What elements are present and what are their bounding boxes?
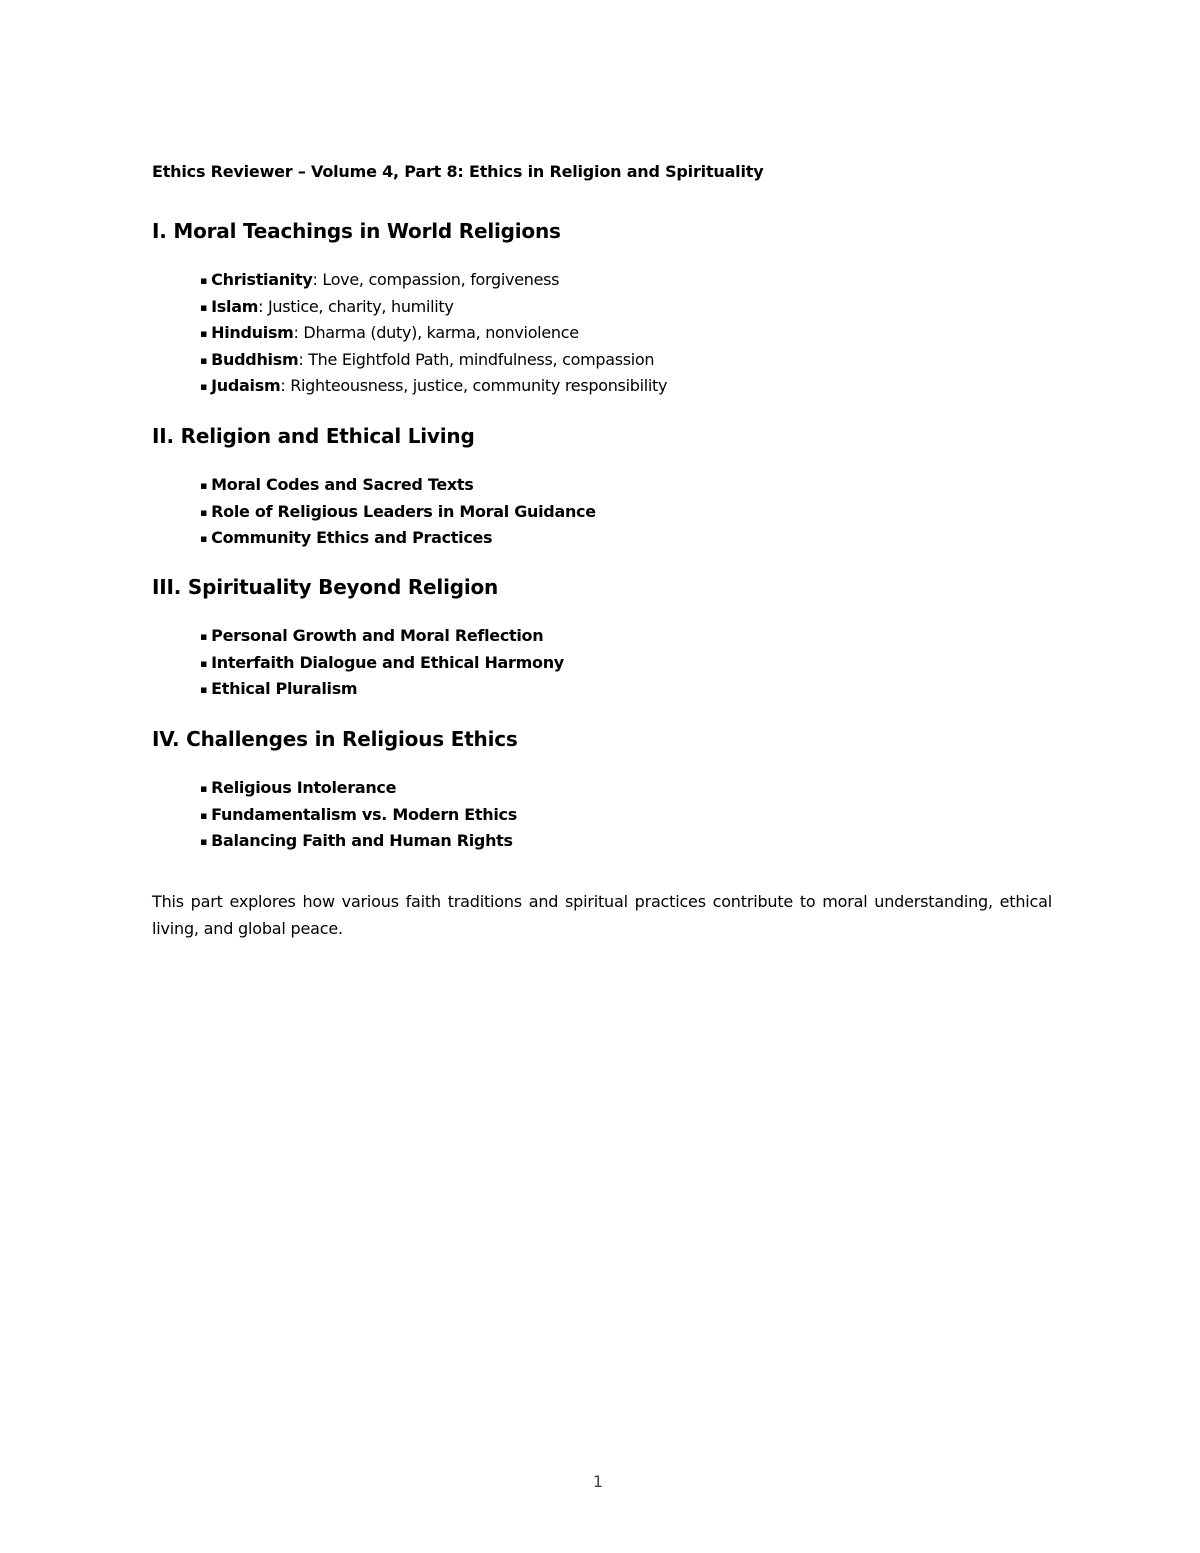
bullet-term: Judaism bbox=[211, 376, 281, 395]
bullet-description: : Dharma (duty), karma, nonviolence bbox=[293, 323, 579, 342]
square-bullet-icon: ▪ bbox=[200, 835, 208, 848]
list-item bbox=[200, 267, 667, 294]
square-bullet-icon: ▪ bbox=[200, 532, 208, 545]
bullet-list-world-religions bbox=[200, 267, 667, 400]
list-item bbox=[200, 499, 596, 526]
bullet-term: Buddhism bbox=[211, 349, 299, 369]
bullet-text: Religious Intolerance bbox=[211, 778, 397, 797]
list-item bbox=[200, 828, 517, 855]
bullet-text: Moral Codes and Sacred Texts bbox=[211, 475, 474, 494]
square-bullet-icon: ▪ bbox=[200, 353, 208, 367]
square-bullet-icon: ▪ bbox=[200, 380, 208, 393]
bullet-text: Interfaith Dialogue and Ethical Harmony bbox=[211, 652, 564, 672]
bullet-list-ethical-living bbox=[200, 472, 596, 552]
square-bullet-icon: ▪ bbox=[200, 683, 208, 696]
bullet-term: Islam bbox=[211, 296, 259, 316]
square-bullet-icon: ▪ bbox=[200, 300, 208, 314]
square-bullet-icon: ▪ bbox=[200, 327, 208, 340]
bullet-text: Personal Growth and Moral Reflection bbox=[211, 626, 544, 645]
list-item bbox=[200, 294, 667, 321]
square-bullet-icon: ▪ bbox=[200, 656, 208, 670]
list-item bbox=[200, 650, 564, 677]
section-heading-challenges: IV. Challenges in Religious Ethics bbox=[152, 727, 518, 751]
bullet-description: : Love, compassion, forgiveness bbox=[312, 270, 560, 289]
list-item bbox=[200, 775, 517, 802]
square-bullet-icon: ▪ bbox=[200, 505, 208, 519]
document-title: Ethics Reviewer – Volume 4, Part 8: Ethics in Religion and Spirituality bbox=[152, 162, 764, 181]
list-item bbox=[200, 802, 517, 829]
list-item bbox=[200, 347, 667, 374]
square-bullet-icon: ▪ bbox=[200, 782, 208, 795]
list-item bbox=[200, 472, 596, 499]
summary-paragraph: This part explores how various faith traditions and spiritual practices contribute to moral understanding, ethical living, and global peace. bbox=[152, 892, 1052, 938]
list-item bbox=[200, 525, 596, 552]
list-item bbox=[200, 676, 564, 703]
section-heading-moral-teachings: I. Moral Teachings in World Religions bbox=[152, 219, 561, 243]
list-item bbox=[200, 373, 667, 400]
square-bullet-icon: ▪ bbox=[200, 274, 208, 287]
square-bullet-icon: ▪ bbox=[200, 630, 208, 643]
bullet-text: Fundamentalism vs. Modern Ethics bbox=[211, 804, 517, 824]
bullet-term: Hinduism bbox=[211, 323, 294, 342]
section-heading-ethical-living: II. Religion and Ethical Living bbox=[152, 424, 475, 448]
bullet-list-spirituality bbox=[200, 623, 564, 703]
bullet-list-challenges bbox=[200, 775, 517, 855]
list-item bbox=[200, 320, 667, 347]
page-number: 1 bbox=[592, 1472, 604, 1491]
bullet-description: : Justice, charity, humility bbox=[258, 296, 454, 316]
bullet-text: Ethical Pluralism bbox=[211, 679, 358, 698]
section-heading-spirituality: III. Spirituality Beyond Religion bbox=[152, 575, 499, 599]
square-bullet-icon: ▪ bbox=[200, 479, 208, 492]
bullet-text: Balancing Faith and Human Rights bbox=[211, 831, 513, 850]
bullet-text: Role of Religious Leaders in Moral Guidance bbox=[211, 501, 596, 521]
list-item bbox=[200, 623, 564, 650]
bullet-term: Christianity bbox=[211, 270, 313, 289]
bullet-description: : The Eightfold Path, mindfulness, compassion bbox=[298, 349, 655, 369]
bullet-description: : Righteousness, justice, community responsibility bbox=[280, 376, 668, 395]
bullet-text: Community Ethics and Practices bbox=[211, 528, 493, 547]
square-bullet-icon: ▪ bbox=[200, 808, 208, 822]
